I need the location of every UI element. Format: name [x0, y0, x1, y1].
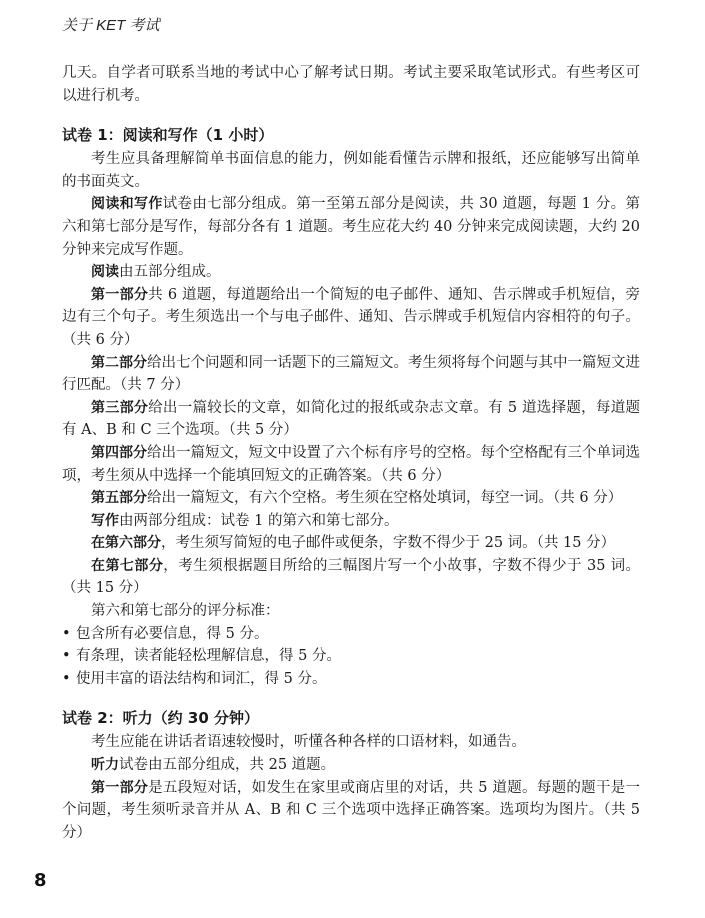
criteria-list [62, 623, 640, 691]
paper1-part1-paragraph [62, 284, 640, 352]
paragraph-text: ，考生须根据题目所给的三幅图片写一个小故事，字数不得少于 35 词。（共 15 分） [62, 557, 641, 597]
paragraph-text: 给出七个问题和同一话题下的三篇短文。考生须将每个问题与其中一篇短文进行匹配。（共 7 分） [62, 354, 640, 394]
paragraph-text: 是五段短对话，如发生在家里或商店里的对话，共 5 道题。每题的题干是一个问题，考生须听录音并从 A、B 和 C 三个选项中选择正确答案。选项均为图片。（共 5 分） [62, 779, 640, 841]
paper1-part5-paragraph [62, 487, 640, 510]
paragraph-text: 由两部分组成：试卷 1 的第六和第七部分。 [119, 512, 399, 529]
paper1-part4-paragraph [62, 442, 640, 487]
paper1-part2-paragraph [62, 352, 640, 397]
paragraph-text: ，考生须写简短的电子邮件或便条，字数不得少于 25 词。（共 15 分） [161, 535, 616, 552]
list-item: • 包含所有必要信息，得 5 分。 [62, 623, 640, 646]
paragraph-text: 给出一篇较长的文章，如简化过的报纸或杂志文章。有 5 道选择题，每道题有 A、B 和 C 三个选项。（共 5 分） [62, 399, 640, 439]
bold-term: 第一部分 [91, 779, 149, 796]
criteria-intro: 第六和第七部分的评分标准： [91, 603, 280, 620]
paragraph-text: 由五部分组成。 [119, 264, 221, 281]
paper2-listening-paragraph [62, 754, 640, 777]
paragraph-text: 共 6 道题，每道题给出一个简短的电子邮件、通知、告示牌或手机短信，旁边有三个句子。考生须选出一个与电子邮件、通知、告示牌或手机短信内容相符的句子。（共 6 分） [62, 286, 640, 348]
bold-term: 第六部分 [105, 535, 161, 552]
paragraph-text: 给出一篇短文，短文中设置了六个标有序号的空格。每个空格配有三个单词选项，考生须从中选择一个能填回短文的正确答案。（共 6 分） [62, 444, 640, 484]
paper1-reading-writing-paragraph [62, 193, 640, 261]
paper1-part6-paragraph [62, 532, 640, 555]
paper1-part3-paragraph [62, 397, 640, 442]
bold-term: 在 [91, 535, 105, 552]
bold-term: 第三部分 [91, 399, 149, 416]
bold-term: 阅读和写作 [91, 196, 163, 213]
paragraph-text: 试卷由五部分组成，共 25 道题。 [119, 757, 336, 774]
bold-term: 在 [91, 557, 106, 574]
bold-term: 第二部分 [91, 354, 147, 371]
bold-term: 第四部分 [91, 444, 147, 461]
paper1-part7-paragraph [62, 555, 640, 600]
bold-term: 第五部分 [91, 490, 147, 507]
page-body [62, 62, 640, 844]
bold-term: 第一部分 [91, 286, 149, 303]
page-number: 8 [34, 870, 47, 891]
bold-term: 听力 [91, 757, 119, 774]
paper2-part1-paragraph [62, 777, 640, 845]
bold-term: 阅读 [91, 264, 119, 281]
paper1-reading-paragraph [62, 261, 640, 284]
list-item: • 有条理，读者能轻松理解信息，得 5 分。 [62, 645, 640, 668]
intro-paragraph: 几天。自学者可联系当地的考试中心了解考试日期。考试主要采取笔试形式。有些考区可以进行机考。 [62, 65, 640, 104]
bold-term: 写作 [91, 512, 119, 529]
paper2-paragraph: 考生应能在讲话者语速较慢时，听懂各种各样的口语材料，如通告。 [91, 734, 526, 751]
running-header: 关于 KET 考试 [62, 17, 160, 34]
paper1-writing-paragraph [62, 510, 640, 533]
paper2-title: 试卷 2：听力（约 30 分钟） [62, 709, 259, 728]
bold-term: 第七部分 [105, 557, 164, 574]
list-item: • 使用丰富的语法结构和词汇，得 5 分。 [62, 668, 640, 691]
paragraph-text: 试卷由七部分组成。第一至第五部分是阅读，共 30 道题，每题 1 分。第六和第七部分是写作，每部分各有 1 道题。考生应花大约 40 分钟来完成阅读题，大约 20 分钟来完成写作题。 [62, 196, 641, 258]
paragraph-text: 给出一篇短文，有六个空格。考生须在空格处填词，每空一词。（共 6 分） [147, 490, 623, 507]
paper1-title: 试卷 1：阅读和写作（1 小时） [62, 126, 274, 145]
paper1-paragraph: 考生应具备理解简单书面信息的能力，例如能看懂告示牌和报纸，还应能够写出简单的书面英文。 [62, 151, 640, 190]
